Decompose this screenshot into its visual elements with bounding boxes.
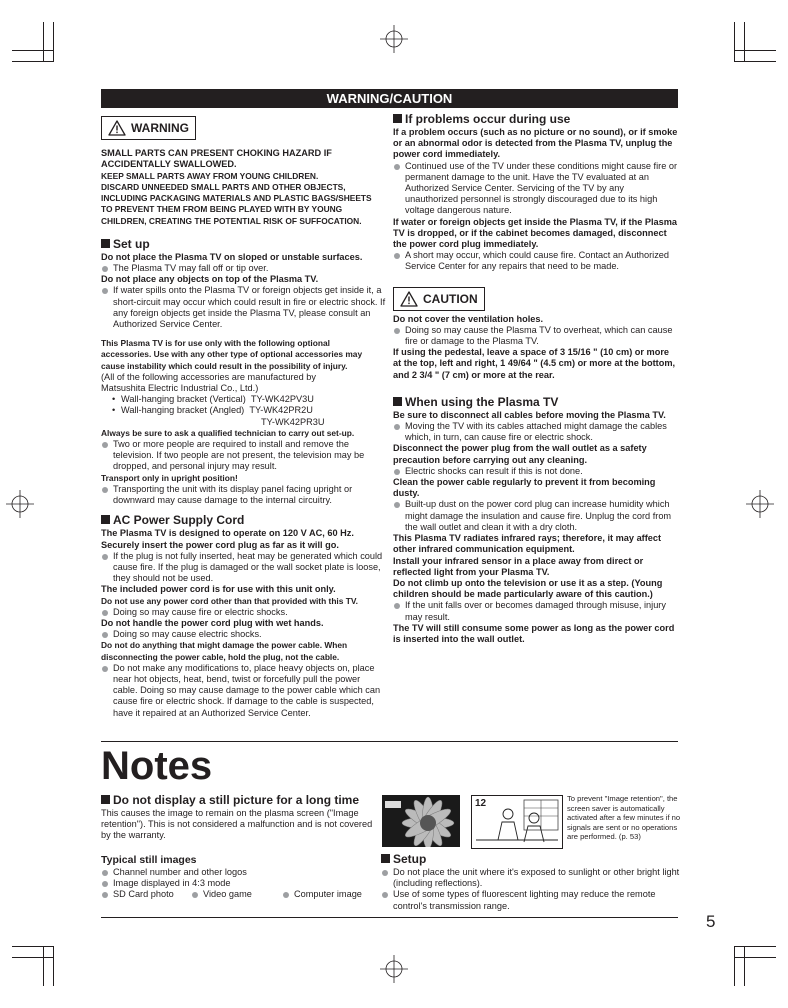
list-item: If the unit falls over or becomes damaged through misuse, injury may result.: [393, 600, 679, 622]
page-number: 5: [706, 912, 716, 931]
crop-mark: [734, 22, 735, 62]
warning-statement: The Plasma TV is designed to operate on 120 V AC, 60 Hz.: [101, 528, 354, 539]
ac-power-heading: AC Power Supply Cord: [101, 513, 387, 528]
list-item: If water spills onto the Plasma TV or foreign objects get inside it, a short-circuit may occur which could result in fire or electric shock. If any foreign objects get inside the Plasma TV, please consult an Authorized Service Center.: [101, 285, 387, 330]
notes-left: [101, 793, 381, 901]
list-item: Do not place the unit where it's exposed to sunlight or other bright light (including reflections).: [381, 867, 681, 889]
crop-mark: [12, 946, 54, 947]
warning-statement: Transport only in upright position!: [101, 472, 238, 483]
retention-note: To prevent "Image retention", the screen saver is automatically activated after a few minutes if no signals are sent or no operations are performed. (p. 53): [567, 794, 681, 842]
crop-mark: [734, 61, 776, 62]
choking-hazard-text: KEEP SMALL PARTS AWAY FROM YOUNG CHILDREN. DISCARD UNNEEDED SMALL PARTS AND OTHER OBJECTS, INCLUDING PACKAGING MATERIALS AND PLASTIC BAGS/SHEETS TO PREVENT THEM FROM BEING PLAYED WITH BY YOUNG CHILDREN, CREATING THE POTENTIAL RISK OF SUFFOCATION.: [101, 170, 372, 226]
crop-mark: [734, 946, 735, 986]
notes-right: [381, 852, 681, 912]
still-picture-heading: Do not display a still picture for a long time: [101, 793, 381, 808]
list-item: If the plug is not fully inserted, heat may be generated which could cause fire. If the plug is damaged or the wall socket plate is loose, they should not be used.: [101, 551, 387, 585]
people-still-image: [471, 795, 563, 849]
warning-statement: The TV will still consume some power as long as the power cord is inserted into the wall outlet.: [393, 622, 675, 644]
accessory-item: • Wall-hanging bracket (Angled) TY-WK42PR2U: [101, 405, 387, 416]
accessories-note: (All of the following accessories are manufactured by Matsushita Electric Industrial Co., Ltd.): [101, 371, 316, 394]
crop-mark: [12, 957, 54, 958]
list-item: SD Card photo: [101, 889, 174, 900]
warning-statement: If a problem occurs (such as no picture or no sound), or if smoke or an abnormal odor is detected from the Plasma TV, unplug the power cord immediately.: [393, 127, 678, 160]
warning-statement: Clean the power cable regularly to prevent it from becoming dusty.: [393, 477, 656, 499]
typical-heading: Typical still images: [101, 853, 197, 866]
problems-heading: If problems occur during use: [393, 112, 679, 127]
registration-mark-icon: [380, 25, 408, 53]
warning-statement: Securely insert the power cord plug as far as it will go.: [101, 539, 339, 550]
registration-mark-icon: [746, 490, 774, 518]
crop-mark: [734, 957, 776, 958]
notes-setup-heading: Setup: [381, 852, 681, 867]
crop-mark: [43, 946, 44, 986]
warning-label: WARNING: [131, 121, 189, 135]
crop-mark: [53, 946, 54, 986]
list-item: Continued use of the TV under these conditions might cause fire or permanent damage to the unit. Have the TV evaluated at an Authorized Service Center. Servicing of the TV by any unauthorized personnel is strongly discouraged due to its high voltage dangerous nature.: [393, 161, 679, 217]
accessory-item: • Wall-hanging bracket (Vertical) TY-WK42PV3U: [101, 394, 387, 405]
notes-bottom-rule: [101, 917, 678, 918]
list-item: Transporting the unit with its display panel facing upright or downward may cause damage to the internal circuitry.: [101, 484, 387, 506]
warning-statement: Do not do anything that might damage the power cable. When disconnecting the power cable, hold the plug, not the cable.: [101, 640, 348, 662]
list-item: Moving the TV with its cables attached might damage the cables which, in turn, can cause fire or electric shock.: [393, 421, 679, 443]
choking-hazard-title: SMALL PARTS CAN PRESENT CHOKING HAZARD IF ACCIDENTALLY SWALLOWED.: [101, 148, 332, 170]
crop-mark: [734, 946, 776, 947]
list-item: Doing so may cause fire or electric shocks.: [101, 607, 387, 618]
list-item: Two or more people are required to install and remove the television. If two people are not present, the television may be dropped, and personal injury may result.: [101, 439, 387, 473]
list-item: Image displayed in 4:3 mode: [101, 878, 381, 889]
list-item: Doing so may cause electric shocks.: [101, 629, 387, 640]
flower-still-image: [382, 795, 460, 847]
warning-caution-banner: WARNING/CAUTION: [101, 89, 678, 108]
crop-mark: [53, 22, 54, 62]
list-item: Computer image: [282, 889, 362, 900]
warning-statement: Always be sure to ask a qualified technician to carry out set-up.: [101, 427, 355, 438]
registration-mark-icon: [380, 955, 408, 983]
left-column: [101, 116, 387, 719]
warning-statement: Do not place the Plasma TV on sloped or unstable surfaces.: [101, 251, 363, 262]
warning-statement: Do not place any objects on top of the Plasma TV.: [101, 274, 319, 285]
crop-mark: [744, 22, 745, 62]
list-item: Do not make any modifications to, place heavy objects on, place near hot objects, heat, bend, twist or forcefully pull the power cable. Doing so may cause damage to the power cable which can cause fire or electric shock. If damage to the cable is suspected, have it repaired at an Authorized Service Center.: [101, 663, 387, 719]
right-column: [393, 108, 679, 645]
warning-statement: Do not handle the power cord plug with wet hands.: [101, 617, 324, 628]
list-item: Doing so may cause the Plasma TV to overheat, which can cause fire or damage to the Plasma TV.: [393, 325, 679, 347]
warning-statement: If using the pedestal, leave a space of 3 15/16 " (10 cm) or more at the top, left and right, 1 49/64 " (4.5 cm) or more at the bottom, and 2 3/4 " (7 cm) or more at the rear.: [393, 347, 676, 380]
warning-statement: Install your infrared sensor in a place away from direct or reflected light from your Plasma TV.: [393, 555, 644, 577]
warning-statement: If water or foreign objects get inside the Plasma TV, if the Plasma TV is dropped, or if the cabinet becomes damaged, disconnect the power cord plug immediately.: [393, 216, 678, 250]
flower-icon: [382, 795, 460, 847]
warning-statement: Do not cover the ventilation holes.: [393, 313, 544, 324]
list-item: Built-up dust on the power cord plug can increase humidity which might damage the insulation and cause fire. Unplug the cord from the wall outlet and clean it with a dry cloth.: [393, 499, 679, 533]
crop-mark: [43, 22, 44, 62]
accessory-model: TY-WK42PR3U: [261, 416, 325, 427]
image-label: 12: [475, 798, 487, 809]
warning-statement: The included power cord is for use with this unit only.: [101, 584, 336, 595]
list-item: A short may occur, which could cause fire. Contact an Authorized Service Center for any repairs that need to be made.: [393, 250, 679, 272]
still-picture-text: This causes the image to remain on the plasma screen ("Image retention"). This is not considered a malfunction and is not covered by the warranty.: [101, 808, 373, 841]
caution-label: CAUTION: [423, 291, 478, 306]
setup-heading: Set up: [101, 237, 387, 252]
crop-mark: [12, 50, 54, 51]
accessories-statement: This Plasma TV is for use only with the following optional accessories. Use with any other type of optional accessories may cause instability which could result in the possibility of injury.: [101, 338, 363, 371]
list-item: Use of some types of fluorescent lighting may reduce the remote control's transmission range.: [381, 889, 681, 911]
warning-statement: Do not use any power cord other than that provided with this TV.: [101, 595, 359, 606]
crop-mark: [744, 946, 745, 986]
list-item: Electric shocks can result if this is not done.: [393, 466, 679, 477]
caution-badge: [393, 287, 485, 311]
warning-statement: Be sure to disconnect all cables before moving the Plasma TV.: [393, 409, 666, 420]
caution-triangle-icon: [400, 291, 418, 307]
warning-statement: This Plasma TV radiates infrared rays; therefore, it may affect other infrared communication equipment.: [393, 533, 662, 555]
warning-badge: [101, 116, 196, 140]
registration-mark-icon: [6, 490, 34, 518]
using-heading: When using the Plasma TV: [393, 395, 679, 410]
warning-statement: Do not climb up onto the television or use it as a step. (Young children should be made particularly aware of this caution.): [393, 577, 663, 600]
list-item: Channel number and other logos: [101, 867, 381, 878]
crop-mark: [12, 61, 54, 62]
crop-mark: [734, 50, 776, 51]
warning-triangle-icon: [108, 120, 126, 136]
warning-statement: Disconnect the power plug from the wall outlet as a safety precaution before carrying out any cleaning.: [393, 443, 647, 465]
list-item: The Plasma TV may fall off or tip over.: [101, 263, 387, 274]
notes-title: Notes: [101, 744, 213, 788]
list-item: Video game: [191, 889, 252, 900]
